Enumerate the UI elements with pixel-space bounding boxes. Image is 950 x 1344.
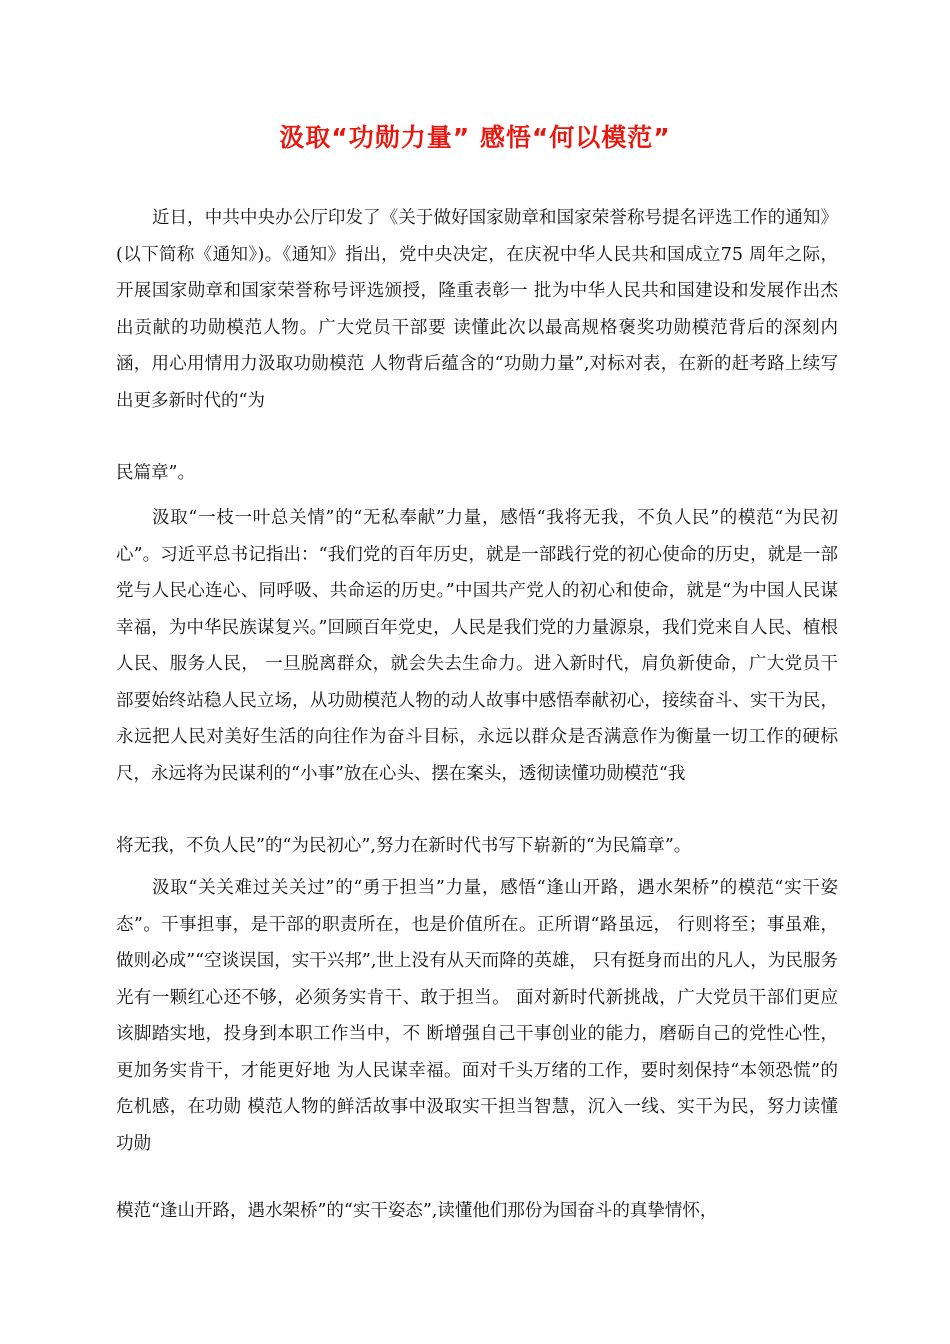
paragraph-3-continuation: 模范“逢山开路，遇水架桥”的“实干姿态”,读懂他们那份为国奋斗的真挚情怀， [116,1201,718,1221]
paragraph-1-continuation: 民篇章”。 [116,463,195,483]
document-title: 汲取“功勋力量” 感悟“何以模范” [279,123,671,152]
paragraph-2: 汲取“一枝一叶总关情”的“无私奉献”力量，感悟“我将无我，不负人民”的模范“为民初心”。习近平总书记指出：“我们党的百年历史，就是一部践行党的初心使命的历史，就是一部党与人民心连心、同呼吸、共命运的历史。”中国共产党人的初心和使命，就是“为中国人民谋幸福，为中华民族谋复兴。”回顾百年党史，人民是我们党的力量源泉，我们党来自人民、植根人民、服务人民， 一旦脱离群众，就会失去生命力。进入新时代，肩负新使命，广大党员干部要始终站稳人民立场，从功勋模范人物的动人故事中感悟奉献初心，接续奋斗、实干为民，永远把人民对美好生活的向往作为奋斗目标，永远以群众是否满意作为衡量一切工作的硬标尺，永远将为民谋利的“小事”放在心头、摆在案头，透彻读懂功勋模范“我 [116,508,838,784]
paragraph-2-continuation: 将无我，不负人民”的“为民初心”,努力在新时代书写下崭新的“为民篇章”。 [116,836,692,856]
paragraph-1: 近日，中共中央办公厅印发了《关于做好国家勋章和国家荣誉称号提名评选工作的通知》(以下简称《通知》)。《通知》指出，党中央决定，在庆祝中华人民共和国成立75 周年之际，开展国家勋章和国家荣誉称号评选颁授，隆重表彰一 批为中华人民共和国建设和发展作出杰出贡献的功勋模范人物。广大党员干部要 读懂此次以最高规格褒奖功勋模范背后的深刻内涵，用心用情用力汲取功勋模范 人物背后蕴含的“功勋力量”,对标对表，在新的赶考路上续写出更多新时代的“为 [116,208,838,411]
paragraph-3: 汲取“关关难过关关过”的“勇于担当”力量，感悟“逢山开路，遇水架桥”的模范“实干姿态”。干事担事，是干部的职责所在，也是价值所在。正所谓“路虽远， 行则将至；事虽难，做则必成”“空谈误国，实干兴邦”,世上没有从天而降的英雄， 只有挺身而出的凡人，为民服务光有一颗红心还不够，必须务实肯干、敢于担当。 面对新时代新挑战，广大党员干部们更应该脚踏实地，投身到本职工作当中，不 断增强自己干事创业的能力，磨砺自己的党性心性，更加务实肯干，才能更好地 为人民谋幸福。面对千头万绪的工作，要时刻保持“本领恐慌”的危机感，在功勋 模范人物的鲜活故事中汲取实干担当智慧，沉入一线、实干为民，努力读懂功勋 [116,878,838,1154]
